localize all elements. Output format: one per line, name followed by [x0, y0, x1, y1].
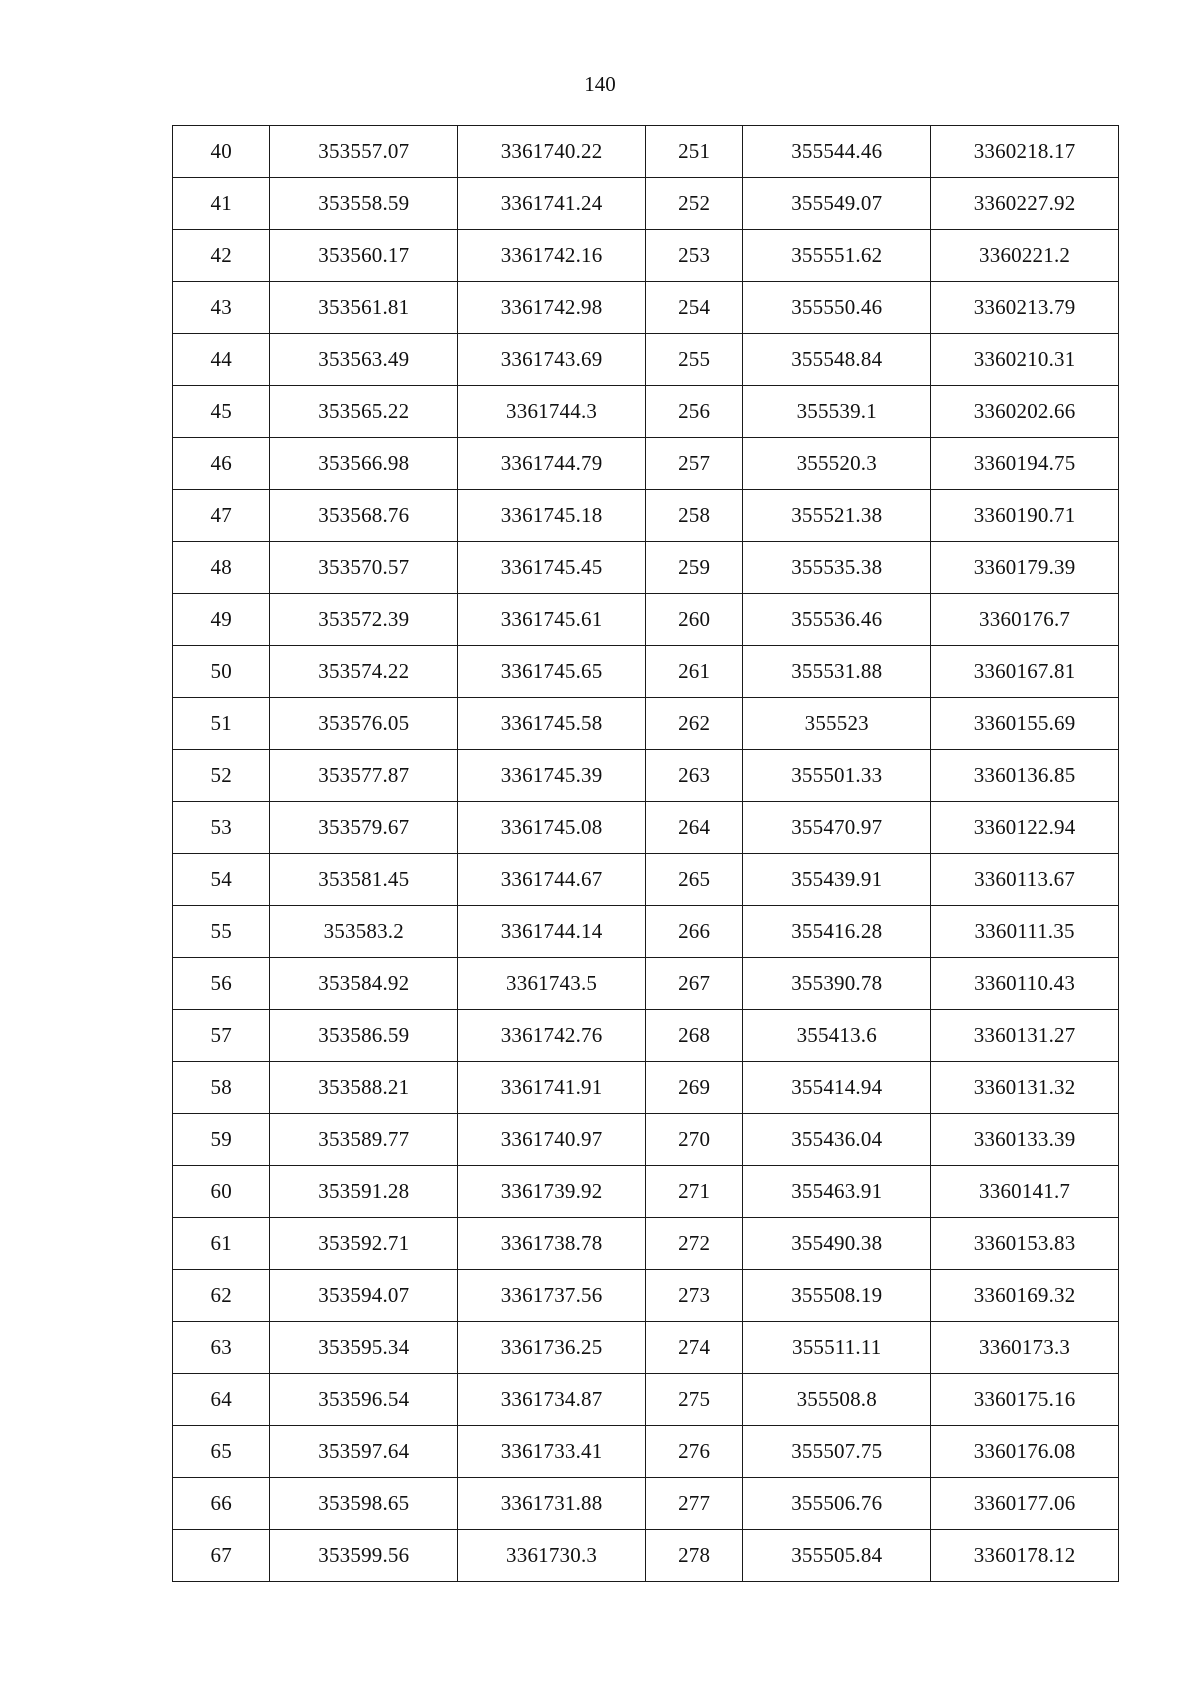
y-coordinate-right-cell: 3360113.67	[931, 854, 1119, 906]
y-coordinate-left-cell: 3361745.45	[458, 542, 646, 594]
y-coordinate-left-cell: 3361743.69	[458, 334, 646, 386]
point-id-right-cell: 256	[645, 386, 742, 438]
y-coordinate-left-cell: 3361744.79	[458, 438, 646, 490]
y-coordinate-left-cell: 3361733.41	[458, 1426, 646, 1478]
y-coordinate-right-cell: 3360178.12	[931, 1530, 1119, 1582]
x-coordinate-left-cell: 353589.77	[270, 1114, 458, 1166]
point-id-left-cell: 48	[173, 542, 270, 594]
x-coordinate-right-cell: 355463.91	[743, 1166, 931, 1218]
x-coordinate-right-cell: 355436.04	[743, 1114, 931, 1166]
x-coordinate-right-cell: 355416.28	[743, 906, 931, 958]
x-coordinate-right-cell: 355439.91	[743, 854, 931, 906]
point-id-right-cell: 268	[645, 1010, 742, 1062]
point-id-left-cell: 53	[173, 802, 270, 854]
y-coordinate-left-cell: 3361740.97	[458, 1114, 646, 1166]
point-id-left-cell: 46	[173, 438, 270, 490]
x-coordinate-right-cell: 355506.76	[743, 1478, 931, 1530]
x-coordinate-right-cell: 355539.1	[743, 386, 931, 438]
point-id-left-cell: 58	[173, 1062, 270, 1114]
x-coordinate-left-cell: 353584.92	[270, 958, 458, 1010]
point-id-left-cell: 60	[173, 1166, 270, 1218]
point-id-left-cell: 65	[173, 1426, 270, 1478]
y-coordinate-right-cell: 3360177.06	[931, 1478, 1119, 1530]
y-coordinate-right-cell: 3360210.31	[931, 334, 1119, 386]
x-coordinate-right-cell: 355508.8	[743, 1374, 931, 1426]
point-id-right-cell: 255	[645, 334, 742, 386]
y-coordinate-right-cell: 3360155.69	[931, 698, 1119, 750]
y-coordinate-left-cell: 3361744.67	[458, 854, 646, 906]
point-id-left-cell: 44	[173, 334, 270, 386]
point-id-right-cell: 261	[645, 646, 742, 698]
y-coordinate-left-cell: 3361737.56	[458, 1270, 646, 1322]
coordinate-table-body	[173, 126, 1119, 1582]
y-coordinate-right-cell: 3360169.32	[931, 1270, 1119, 1322]
y-coordinate-right-cell: 3360111.35	[931, 906, 1119, 958]
point-id-right-cell: 264	[645, 802, 742, 854]
y-coordinate-right-cell: 3360179.39	[931, 542, 1119, 594]
y-coordinate-left-cell: 3361742.16	[458, 230, 646, 282]
x-coordinate-right-cell: 355536.46	[743, 594, 931, 646]
table-row	[173, 1166, 1119, 1218]
y-coordinate-right-cell: 3360136.85	[931, 750, 1119, 802]
y-coordinate-right-cell: 3360227.92	[931, 178, 1119, 230]
table-row	[173, 1270, 1119, 1322]
table-row	[173, 802, 1119, 854]
point-id-left-cell: 64	[173, 1374, 270, 1426]
y-coordinate-right-cell: 3360176.08	[931, 1426, 1119, 1478]
y-coordinate-right-cell: 3360167.81	[931, 646, 1119, 698]
table-row	[173, 698, 1119, 750]
x-coordinate-right-cell: 355548.84	[743, 334, 931, 386]
x-coordinate-right-cell: 355549.07	[743, 178, 931, 230]
y-coordinate-left-cell: 3361745.61	[458, 594, 646, 646]
table-row	[173, 750, 1119, 802]
y-coordinate-right-cell: 3360131.32	[931, 1062, 1119, 1114]
point-id-right-cell: 278	[645, 1530, 742, 1582]
y-coordinate-right-cell: 3360218.17	[931, 126, 1119, 178]
y-coordinate-left-cell: 3361739.92	[458, 1166, 646, 1218]
y-coordinate-right-cell: 3360141.7	[931, 1166, 1119, 1218]
table-row	[173, 230, 1119, 282]
point-id-right-cell: 263	[645, 750, 742, 802]
table-row	[173, 1426, 1119, 1478]
y-coordinate-right-cell: 3360110.43	[931, 958, 1119, 1010]
x-coordinate-right-cell: 355390.78	[743, 958, 931, 1010]
point-id-left-cell: 42	[173, 230, 270, 282]
x-coordinate-right-cell: 355413.6	[743, 1010, 931, 1062]
table-row	[173, 854, 1119, 906]
point-id-left-cell: 55	[173, 906, 270, 958]
x-coordinate-left-cell: 353572.39	[270, 594, 458, 646]
table-row	[173, 1478, 1119, 1530]
x-coordinate-left-cell: 353595.34	[270, 1322, 458, 1374]
x-coordinate-right-cell: 355523	[743, 698, 931, 750]
y-coordinate-left-cell: 3361745.18	[458, 490, 646, 542]
point-id-left-cell: 40	[173, 126, 270, 178]
point-id-left-cell: 66	[173, 1478, 270, 1530]
table-row	[173, 334, 1119, 386]
y-coordinate-left-cell: 3361734.87	[458, 1374, 646, 1426]
point-id-left-cell: 43	[173, 282, 270, 334]
point-id-left-cell: 67	[173, 1530, 270, 1582]
table-row	[173, 438, 1119, 490]
point-id-left-cell: 62	[173, 1270, 270, 1322]
y-coordinate-left-cell: 3361745.39	[458, 750, 646, 802]
table-row	[173, 906, 1119, 958]
x-coordinate-right-cell: 355505.84	[743, 1530, 931, 1582]
x-coordinate-left-cell: 353596.54	[270, 1374, 458, 1426]
x-coordinate-left-cell: 353581.45	[270, 854, 458, 906]
point-id-right-cell: 266	[645, 906, 742, 958]
table-row	[173, 1062, 1119, 1114]
y-coordinate-right-cell: 3360221.2	[931, 230, 1119, 282]
table-row	[173, 594, 1119, 646]
point-id-left-cell: 52	[173, 750, 270, 802]
x-coordinate-left-cell: 353591.28	[270, 1166, 458, 1218]
y-coordinate-left-cell: 3361744.14	[458, 906, 646, 958]
y-coordinate-left-cell: 3361743.5	[458, 958, 646, 1010]
table-row	[173, 958, 1119, 1010]
y-coordinate-left-cell: 3361741.24	[458, 178, 646, 230]
y-coordinate-left-cell: 3361744.3	[458, 386, 646, 438]
y-coordinate-left-cell: 3361730.3	[458, 1530, 646, 1582]
table-row	[173, 386, 1119, 438]
y-coordinate-right-cell: 3360175.16	[931, 1374, 1119, 1426]
point-id-left-cell: 63	[173, 1322, 270, 1374]
point-id-right-cell: 252	[645, 178, 742, 230]
y-coordinate-right-cell: 3360194.75	[931, 438, 1119, 490]
point-id-right-cell: 265	[645, 854, 742, 906]
x-coordinate-right-cell: 355511.11	[743, 1322, 931, 1374]
x-coordinate-right-cell: 355551.62	[743, 230, 931, 282]
point-id-right-cell: 273	[645, 1270, 742, 1322]
x-coordinate-left-cell: 353598.65	[270, 1478, 458, 1530]
y-coordinate-left-cell: 3361742.98	[458, 282, 646, 334]
point-id-left-cell: 51	[173, 698, 270, 750]
table-row	[173, 542, 1119, 594]
y-coordinate-left-cell: 3361736.25	[458, 1322, 646, 1374]
y-coordinate-right-cell: 3360202.66	[931, 386, 1119, 438]
x-coordinate-left-cell: 353586.59	[270, 1010, 458, 1062]
y-coordinate-right-cell: 3360131.27	[931, 1010, 1119, 1062]
x-coordinate-left-cell: 353574.22	[270, 646, 458, 698]
point-id-left-cell: 47	[173, 490, 270, 542]
x-coordinate-right-cell: 355550.46	[743, 282, 931, 334]
x-coordinate-left-cell: 353566.98	[270, 438, 458, 490]
y-coordinate-left-cell: 3361738.78	[458, 1218, 646, 1270]
x-coordinate-right-cell: 355521.38	[743, 490, 931, 542]
x-coordinate-left-cell: 353563.49	[270, 334, 458, 386]
x-coordinate-left-cell: 353588.21	[270, 1062, 458, 1114]
y-coordinate-right-cell: 3360173.3	[931, 1322, 1119, 1374]
point-id-left-cell: 41	[173, 178, 270, 230]
y-coordinate-left-cell: 3361742.76	[458, 1010, 646, 1062]
x-coordinate-left-cell: 353570.57	[270, 542, 458, 594]
point-id-right-cell: 270	[645, 1114, 742, 1166]
y-coordinate-right-cell: 3360213.79	[931, 282, 1119, 334]
x-coordinate-left-cell: 353560.17	[270, 230, 458, 282]
point-id-left-cell: 50	[173, 646, 270, 698]
y-coordinate-left-cell: 3361740.22	[458, 126, 646, 178]
table-row	[173, 1010, 1119, 1062]
table-row	[173, 1374, 1119, 1426]
table-row	[173, 1530, 1119, 1582]
point-id-right-cell: 267	[645, 958, 742, 1010]
x-coordinate-right-cell: 355531.88	[743, 646, 931, 698]
x-coordinate-left-cell: 353592.71	[270, 1218, 458, 1270]
y-coordinate-right-cell: 3360153.83	[931, 1218, 1119, 1270]
y-coordinate-left-cell: 3361745.58	[458, 698, 646, 750]
x-coordinate-left-cell: 353599.56	[270, 1530, 458, 1582]
x-coordinate-left-cell: 353597.64	[270, 1426, 458, 1478]
x-coordinate-left-cell: 353576.05	[270, 698, 458, 750]
table-row	[173, 1114, 1119, 1166]
point-id-right-cell: 269	[645, 1062, 742, 1114]
table-row	[173, 1218, 1119, 1270]
point-id-left-cell: 56	[173, 958, 270, 1010]
y-coordinate-left-cell: 3361745.08	[458, 802, 646, 854]
x-coordinate-right-cell: 355490.38	[743, 1218, 931, 1270]
point-id-right-cell: 272	[645, 1218, 742, 1270]
x-coordinate-left-cell: 353577.87	[270, 750, 458, 802]
x-coordinate-left-cell: 353561.81	[270, 282, 458, 334]
point-id-left-cell: 61	[173, 1218, 270, 1270]
x-coordinate-right-cell: 355544.46	[743, 126, 931, 178]
point-id-left-cell: 57	[173, 1010, 270, 1062]
x-coordinate-left-cell: 353558.59	[270, 178, 458, 230]
point-id-right-cell: 275	[645, 1374, 742, 1426]
x-coordinate-left-cell: 353583.2	[270, 906, 458, 958]
x-coordinate-right-cell: 355508.19	[743, 1270, 931, 1322]
y-coordinate-left-cell: 3361731.88	[458, 1478, 646, 1530]
point-id-right-cell: 260	[645, 594, 742, 646]
x-coordinate-left-cell: 353594.07	[270, 1270, 458, 1322]
table-row	[173, 646, 1119, 698]
point-id-right-cell: 251	[645, 126, 742, 178]
x-coordinate-right-cell: 355520.3	[743, 438, 931, 490]
table-row	[173, 178, 1119, 230]
x-coordinate-left-cell: 353579.67	[270, 802, 458, 854]
point-id-left-cell: 49	[173, 594, 270, 646]
table-row	[173, 282, 1119, 334]
table-row	[173, 1322, 1119, 1374]
table-row	[173, 126, 1119, 178]
point-id-right-cell: 254	[645, 282, 742, 334]
point-id-right-cell: 271	[645, 1166, 742, 1218]
point-id-right-cell: 277	[645, 1478, 742, 1530]
x-coordinate-left-cell: 353565.22	[270, 386, 458, 438]
table-row	[173, 490, 1119, 542]
coordinate-table	[172, 125, 1119, 1582]
x-coordinate-left-cell: 353568.76	[270, 490, 458, 542]
point-id-left-cell: 54	[173, 854, 270, 906]
point-id-right-cell: 258	[645, 490, 742, 542]
y-coordinate-right-cell: 3360190.71	[931, 490, 1119, 542]
x-coordinate-right-cell: 355507.75	[743, 1426, 931, 1478]
point-id-right-cell: 274	[645, 1322, 742, 1374]
point-id-left-cell: 45	[173, 386, 270, 438]
y-coordinate-left-cell: 3361745.65	[458, 646, 646, 698]
x-coordinate-right-cell: 355501.33	[743, 750, 931, 802]
x-coordinate-right-cell: 355535.38	[743, 542, 931, 594]
y-coordinate-right-cell: 3360122.94	[931, 802, 1119, 854]
point-id-right-cell: 257	[645, 438, 742, 490]
x-coordinate-right-cell: 355470.97	[743, 802, 931, 854]
point-id-right-cell: 276	[645, 1426, 742, 1478]
x-coordinate-right-cell: 355414.94	[743, 1062, 931, 1114]
y-coordinate-right-cell: 3360133.39	[931, 1114, 1119, 1166]
y-coordinate-right-cell: 3360176.7	[931, 594, 1119, 646]
page-number: 140	[584, 72, 616, 96]
point-id-right-cell: 253	[645, 230, 742, 282]
point-id-left-cell: 59	[173, 1114, 270, 1166]
x-coordinate-left-cell: 353557.07	[270, 126, 458, 178]
point-id-right-cell: 259	[645, 542, 742, 594]
point-id-right-cell: 262	[645, 698, 742, 750]
y-coordinate-left-cell: 3361741.91	[458, 1062, 646, 1114]
